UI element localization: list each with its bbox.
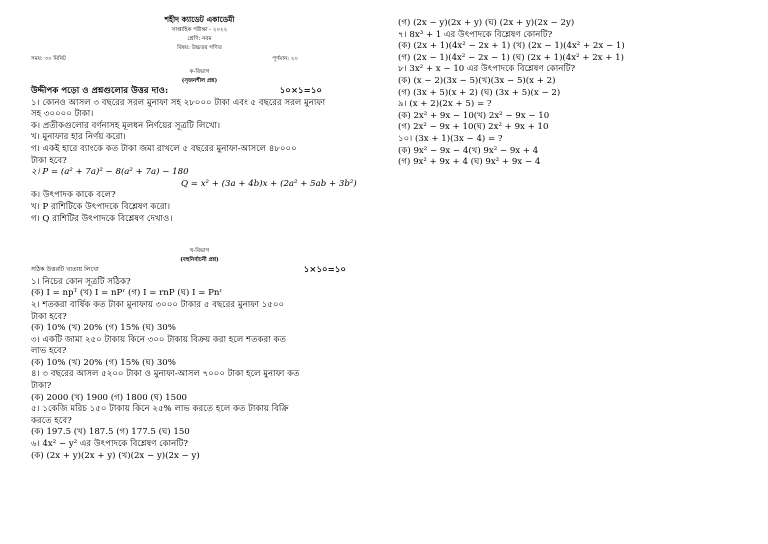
mcq-line: ১০। (3x + 1)(3x − 4) = ? bbox=[398, 133, 503, 144]
mcq-line: লাভ হবে? bbox=[31, 346, 67, 357]
mcq-line: (গ) 9x² + 9x + 4 (ঘ) 9x² + 9x − 4 bbox=[398, 157, 541, 168]
mcq-line: ১। নিচের কোন সূত্রটি সঠিক? bbox=[31, 276, 131, 287]
q2-stem-p: ২। P = (a² + 7a)² − 8(a² + 7a) − 180 bbox=[31, 167, 189, 178]
mcq-line: ৪। ৩ বছরের আসল ৫২০০ টাকা ও মুনাফা-আসল ৭০০০ টাকা হলে মুনাফা কত bbox=[31, 369, 300, 380]
mcq-line: (ক) I = npᵀ (খ) I = nPʳ (গ) I = rnP (ঘ) I = Pnʳ bbox=[31, 288, 223, 299]
time-marks-row bbox=[31, 55, 368, 64]
school-name: শহীদ ক্যাডেট একাডেমী bbox=[164, 15, 235, 24]
q1-part-a: ক। প্রতীকগুলোর বর্ণনাসহ মূলধন নির্ণয়ের সূত্রটি লিখো। bbox=[31, 120, 221, 131]
mcq-line: (ক) 2000 (খ) 1900 (গ) 1800 (ঘ) 1500 bbox=[31, 392, 188, 403]
exam-title: সাপ্তাহিক পরীক্ষা - ২০২২ bbox=[171, 27, 228, 33]
q2-stem-q: Q = x² + (3a + 4b)x + (2a² + 5ab + 3b²) bbox=[181, 178, 357, 189]
time-label: সময়: ৩০ মিনিট bbox=[31, 56, 66, 62]
section-b-instruction-row bbox=[31, 265, 368, 277]
mcq-line: (ক) (2x + 1)(4x² − 2x + 1) (খ) (2x − 1)(4x² + 2x − 1) bbox=[398, 41, 625, 52]
mcq-line: ৭। 8x³ + 1 এর উৎপাদকে বিশ্লেষণ কোনটি? bbox=[398, 29, 553, 40]
q2-part-a: ক। উৎপাদক কাকে বলে? bbox=[31, 190, 116, 201]
q1-stem-line2: সহ ৩০০০০ টাকা। bbox=[31, 109, 94, 120]
class-label: শ্রেণি: নবম bbox=[187, 36, 212, 42]
right-column bbox=[398, 18, 748, 169]
q1-stem-line1: ১। কোনও আসল ৩ বছরের সরল মুনাফা সহ ২৮০০০ টাকা এবং ৫ বছরের সরল মুনাফা bbox=[31, 97, 326, 108]
mcq-list-left bbox=[31, 277, 368, 463]
mcq-line: ৯। (x + 2)(2x + 5) = ? bbox=[398, 99, 492, 110]
mcq-line: (ক) 2x² + 9x − 10(খ) 2x² − 9x − 10 bbox=[398, 110, 550, 121]
full-marks-label: পূর্ণমান: ২০ bbox=[272, 56, 298, 62]
mcq-list-right bbox=[398, 18, 748, 169]
q1-part-c-line1: গ। একই হারে ব্যাংকে কত টাকা জমা রাখলে ৫ বছরের মুনাফা-আসলে ৪৮০০০ bbox=[31, 143, 297, 154]
mcq-line: ৬। 4x² − y² এর উৎপাদকে বিশ্লেষণ কোনটি? bbox=[31, 439, 189, 450]
mcq-line: (ক) 197.5 (খ) 187.5 (গ) 177.5 (ঘ) 150 bbox=[31, 427, 190, 438]
mcq-line: (ক) 10% (খ) 20% (গ) 15% (ঘ) 30% bbox=[31, 357, 176, 368]
q2-part-c: গ। Q রাশিটির উৎপাদকে বিশ্লেষণ দেখাও। bbox=[31, 213, 173, 224]
section-a-instruction-row bbox=[31, 86, 368, 98]
section-a-title: ক-বিভাগ bbox=[189, 69, 210, 75]
subject-label: বিষয়: উচ্চতর গণিত bbox=[177, 45, 222, 51]
mcq-line: (ক) 9x² − 9x − 4(খ) 9x² − 9x + 4 bbox=[398, 145, 539, 156]
section-b-marks: ১×১০=১০ bbox=[303, 265, 346, 276]
mcq-line: করতে হবে? bbox=[31, 415, 72, 426]
section-b-instruction: সঠিক উত্তরটি খাতায় লিখো bbox=[31, 266, 99, 274]
mcq-line: (গ) 2x² − 9x + 10(ঘ) 2x² + 9x + 10 bbox=[398, 122, 549, 133]
mcq-line: টাকা? bbox=[31, 381, 52, 392]
mcq-line: (ক) (x − 2)(3x − 5)(খ)(3x − 5)(x + 2) bbox=[398, 75, 556, 86]
section-a-marks: ১০×১=১০ bbox=[279, 86, 322, 96]
section-b-title: খ-বিভাগ bbox=[189, 248, 210, 255]
mcq-line: (গ) (3x + 5)(x + 2) (ঘ) (3x + 5)(x − 2) bbox=[398, 87, 561, 98]
mcq-line: টাকা হবে? bbox=[31, 311, 67, 322]
q1-part-b: খ। মুনাফার হার নির্ণয় করো। bbox=[31, 132, 126, 143]
section-b-subtitle: (বহুনির্বাচনী প্রশ্ন) bbox=[180, 257, 219, 264]
mcq-line: ৫। ১কেজি মরিচ ১৫০ টাকায় কিনে ২৫% লাভ করতে হলে কত টাকায় বিক্রি bbox=[31, 404, 289, 415]
mcq-line: (গ) (2x − 1)(4x² − 2x − 1) (ঘ) (2x + 1)(4x² + 2x + 1) bbox=[398, 52, 624, 63]
mcq-line: ৩। একটি জামা ২৫০ টাকায় কিনে ৩০০ টাকায় বিক্রয় করা হলে শতকরা কত bbox=[31, 334, 286, 345]
q1-part-c-line2: টাকা হবে? bbox=[31, 155, 67, 166]
mcq-line: ৮। 3x² + x − 10 এর উৎপাদকে বিশ্লেষণ কোনটি? bbox=[398, 64, 576, 75]
mcq-line: (ক) (2x + y)(2x + y) (খ)(2x − y)(2x − y) bbox=[31, 450, 200, 461]
mcq-line: (ক) 10% (খ) 20% (গ) 15% (ঘ) 30% bbox=[31, 323, 176, 334]
mcq-line: (গ) (2x − y)(2x + y) (ঘ) (2x + y)(2x − 2y) bbox=[398, 18, 575, 28]
section-spacer bbox=[31, 225, 368, 247]
q2-part-b: খ। P রাশিটিকে উৎপাদকে বিশ্লেষণ করো। bbox=[31, 201, 171, 212]
section-a-instruction: উদ্দীপক পড়ো ও প্রশ্নগুলোর উত্তর দাও: bbox=[31, 86, 169, 96]
section-a-subtitle: (সৃজনশীল প্রশ্ন) bbox=[181, 78, 218, 84]
left-column bbox=[31, 14, 368, 462]
mcq-line: ২। শতকরা বার্ষিক কত টাকা মুনাফায় ৩০০০ টাকার ৫ বছরের মুনাফা ১৫০০ bbox=[31, 299, 285, 310]
